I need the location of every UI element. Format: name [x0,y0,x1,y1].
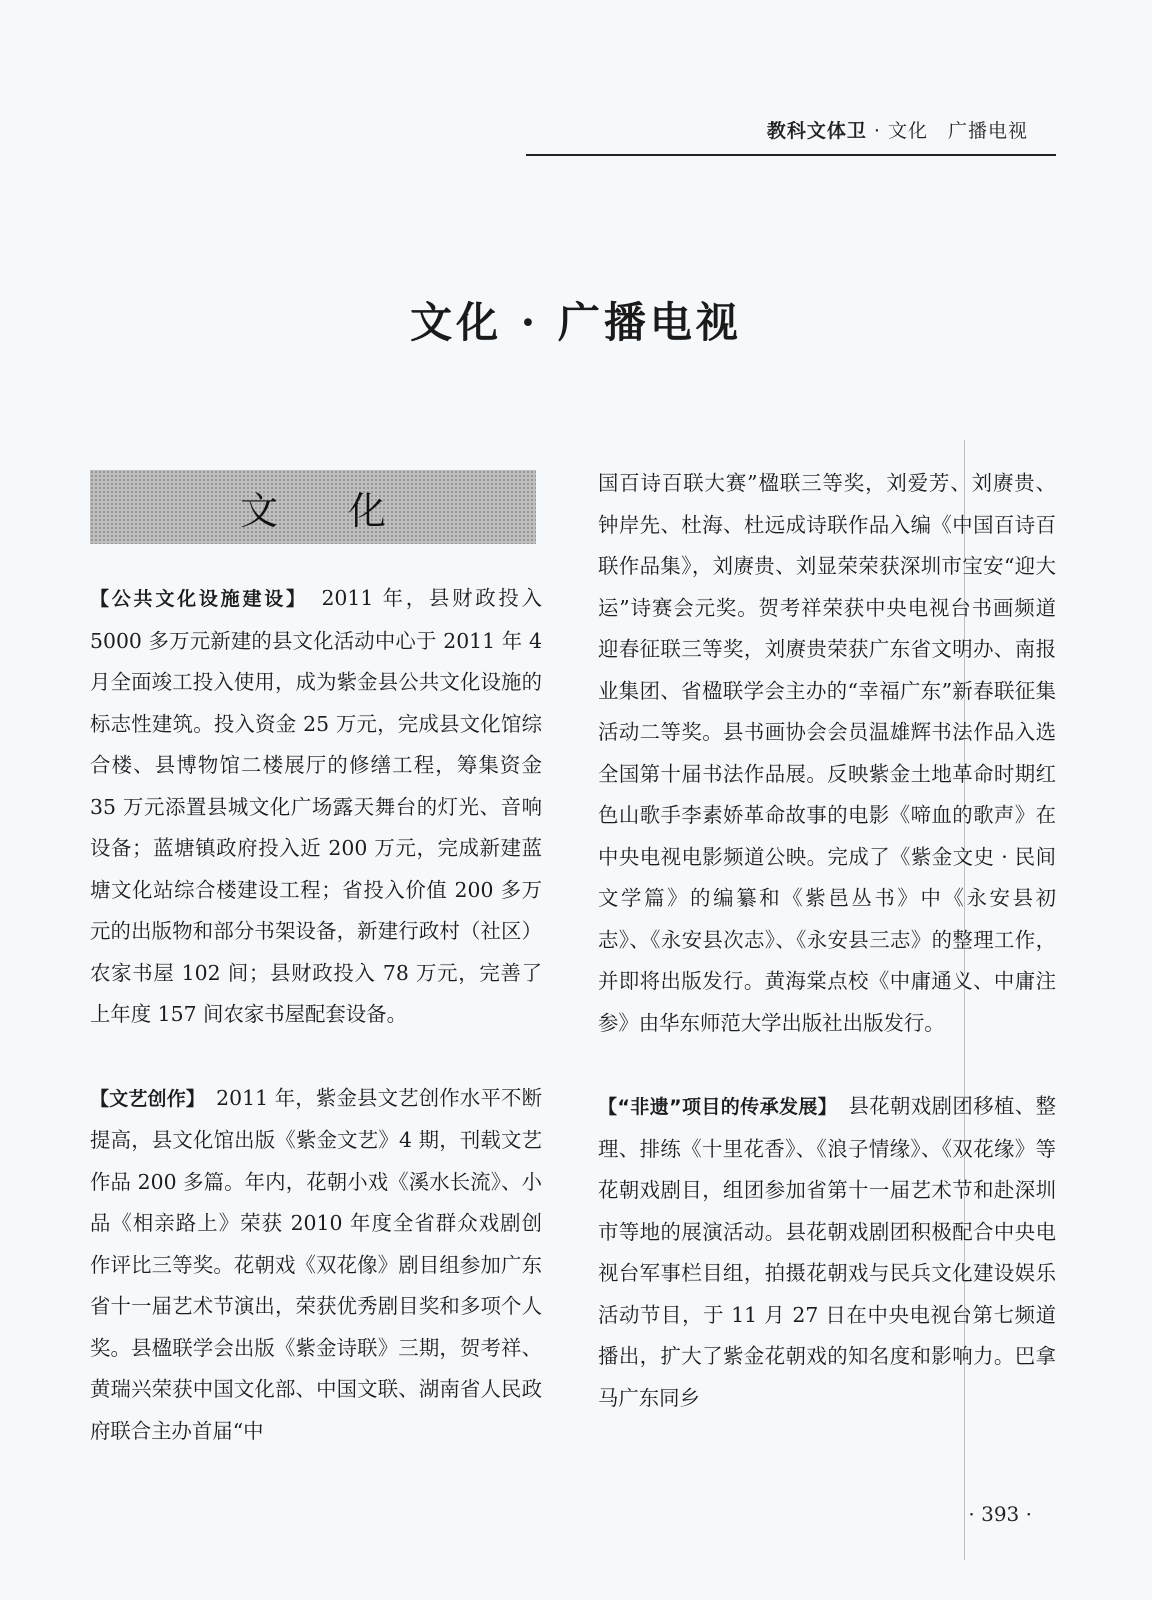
running-head-section: 教科文体卫 [766,120,867,142]
left-column [90,578,542,1452]
page-crease [964,440,965,1560]
header-rule [526,154,1056,156]
paragraph-text: 2011 年，县财政投入 5000 多万元新建的县文化活动中心于 2011 年 4 月全面竣工投入使用，成为紫金县公共文化设施的标志性建筑。投入资金 25 万元，完成县文化馆综合楼、县博物馆二楼展厅的修缮工程，筹集资金 35 万元添置县城文化广场露天舞台的灯光、音响设备；蓝塘镇政府投入近 200 万元，完成新建蓝塘文化站综合楼建设工程；省投入价值 200 多万元的出版物和部分书架设备，新建行政村（社区）农家书屋 102 间；县财政投入 78 万元，完善了上年度 157 间农家书屋配套设备。 [90,586,542,1026]
paragraph-arts-creation [90,1078,542,1453]
paragraph-public-facilities [90,578,542,1036]
paragraph-arts-continued [598,463,1056,1044]
paragraph-text: 县花朝戏剧团移植、整理、排练《十里花香》、《浪子情缘》、《双花缘》等花朝戏剧目，组团参加省第十一届艺术节和赴深圳市等地的展演活动。县花朝戏剧团积极配合中央电视台军事栏目组，拍摄花朝戏与民兵文化建设娱乐活动节目，于 11 月 27 日在中央电视台第七频道播出，扩大了紫金花朝戏的知名度和影响力。巴拿马广东同乡 [598,1094,1056,1410]
paragraph-text: 国百诗百联大赛”楹联三等奖，刘爱芳、刘赓贵、钟岸先、杜海、杜远成诗联作品入编《中国百诗百联作品集》，刘赓贵、刘显荣荣获深圳市宝安“迎大运”诗赛会元奖。贺考祥荣获中央电视台书画频道迎春征联三等奖，刘赓贵荣获广东省文明办、南报业集团、省楹联学会主办的“幸福广东”新春联征集活动二等奖。县书画协会会员温雄辉书法作品入选全国第十届书法作品展。反映紫金土地革命时期红色山歌手李素娇革命故事的电影《啼血的歌声》在中央电视电影频道公映。完成了《紫金文史 · 民间文学篇》的编纂和《紫邑丛书》中《永安县初志》、《永安县次志》、《永安县三志》的整理工作，并即将出版发行。黄海棠点校《中庸通义、中庸注参》由华东师范大学出版社出版发行。 [598,471,1056,1035]
page-number: · 393 · [968,1502,1032,1526]
chapter-title: 文化 · 广播电视 [410,298,742,347]
running-head-dot: · [866,120,888,142]
running-head-topic: 文化 广播电视 [887,120,1028,142]
running-head [767,116,1028,143]
section-heading: 文化 [239,488,456,533]
paragraph-tag: 【公共文化设施建设】 [90,588,299,610]
paragraph-tag: 【“非遗”项目的传承发展】 [598,1096,828,1118]
paragraph-heritage [598,1086,1056,1419]
paragraph-text: 2011 年，紫金县文艺创作水平不断提高，县文化馆出版《紫金文艺》4 期，刊载文艺作品 200 多篇。年内，花朝小戏《溪水长流》、小品《相亲路上》荣获 2010 年度全省群众戏剧创作评比三等奖。花朝戏《双花像》剧目组参加广东省十一届艺术节演出，荣获优秀剧目奖和多项个人奖。县楹联学会出版《紫金诗联》三期，贺考祥、黄瑞兴荣获中国文化部、中国文联、湖南省人民政府联合主办首届“中 [90,1085,542,1443]
paragraph-tag: 【文艺创作】 [90,1087,196,1110]
right-column [598,463,1056,1419]
section-heading-box [90,470,536,544]
